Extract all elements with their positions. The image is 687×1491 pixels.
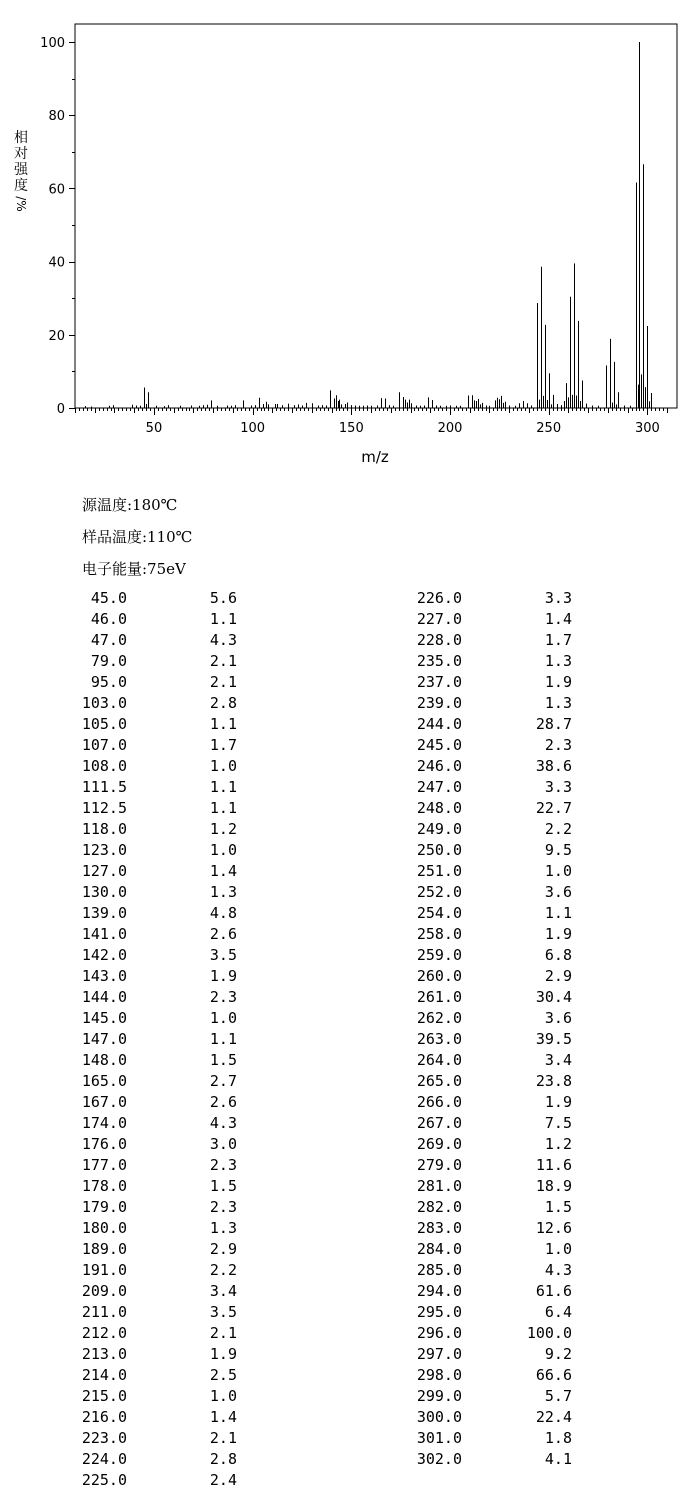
peak-mz: 294.0 (416, 1282, 462, 1300)
peak-mz: 47.0 (90, 631, 127, 649)
peak-mz: 174.0 (81, 1114, 127, 1132)
peak-abundance: 2.9 (544, 967, 572, 985)
peak-abundance: 3.6 (544, 883, 572, 901)
peak-mz: 264.0 (416, 1051, 462, 1069)
peak-abundance: 2.9 (209, 1240, 237, 1258)
peak-abundance: 3.3 (544, 589, 572, 607)
peak-mz: 79.0 (90, 652, 127, 670)
peak-abundance: 1.9 (209, 1345, 237, 1363)
peak-mz: 297.0 (416, 1345, 462, 1363)
peak-abundance: 2.1 (209, 1324, 237, 1342)
y-tick-label: 100 (40, 36, 65, 51)
peak-mz: 235.0 (416, 652, 462, 670)
peak-mz: 246.0 (416, 757, 462, 775)
electron-energy: 电子能量:75eV (82, 560, 186, 578)
peak-mz: 267.0 (416, 1114, 462, 1132)
peak-abundance: 4.3 (544, 1261, 572, 1279)
peak-abundance: 100.0 (526, 1324, 572, 1342)
peak-mz: 301.0 (416, 1429, 462, 1447)
x-axis (76, 408, 668, 436)
peak-mz: 302.0 (416, 1450, 462, 1468)
peak-abundance: 2.3 (544, 736, 572, 754)
peak-mz: 227.0 (416, 610, 462, 628)
peak-mz: 299.0 (416, 1387, 462, 1405)
peak-mz: 46.0 (90, 610, 127, 628)
peak-abundance: 1.2 (544, 1135, 572, 1153)
peak-abundance: 1.2 (209, 820, 237, 838)
peak-mz: 282.0 (416, 1198, 462, 1216)
y-axis-label-char: 度 (14, 178, 28, 194)
peak-abundance: 2.2 (209, 1261, 237, 1279)
peak-abundance: 3.5 (209, 946, 237, 964)
peak-mz: 127.0 (81, 862, 127, 880)
peak-abundance: 12.6 (535, 1219, 572, 1237)
peak-abundance: 2.7 (209, 1072, 237, 1090)
y-tick-label: 0 (56, 402, 65, 417)
peak-mz: 298.0 (416, 1366, 462, 1384)
peak-abundance: 2.1 (209, 673, 237, 691)
peak-abundance: 28.7 (535, 715, 572, 733)
peak-abundance: 30.4 (535, 988, 572, 1006)
y-tick-label: 40 (48, 255, 65, 271)
peak-abundance: 1.4 (209, 1408, 237, 1426)
y-axis-label-char: 强 (14, 162, 28, 178)
x-tick-label: 50 (145, 421, 163, 436)
peak-abundance: 1.1 (209, 610, 237, 628)
peak-mz: 300.0 (416, 1408, 462, 1426)
peak-mz: 141.0 (81, 925, 127, 943)
peak-abundance: 38.6 (535, 757, 572, 775)
x-tick-label: 250 (536, 421, 562, 436)
peak-abundance: 2.4 (209, 1471, 237, 1489)
peak-abundance: 2.5 (209, 1366, 237, 1384)
peak-abundance: 1.0 (544, 1240, 572, 1258)
peak-mz: 245.0 (416, 736, 462, 754)
peak-abundance: 5.7 (544, 1387, 572, 1405)
peak-abundance: 1.9 (209, 967, 237, 985)
peak-mz: 263.0 (416, 1030, 462, 1048)
y-axis-label-unit: /% (14, 196, 28, 212)
peak-abundance: 7.5 (544, 1114, 572, 1132)
peak-abundance: 1.7 (544, 631, 572, 649)
peak-mz: 179.0 (81, 1198, 127, 1216)
peak-abundance: 9.2 (544, 1345, 572, 1363)
peak-abundance: 1.3 (544, 694, 572, 712)
x-tick-label: 300 (634, 421, 660, 436)
peak-mz: 284.0 (416, 1240, 462, 1258)
peak-mz: 214.0 (81, 1366, 127, 1384)
peak-mz: 261.0 (416, 988, 462, 1006)
peak-abundance: 4.1 (544, 1450, 572, 1468)
x-tick-label: 100 (240, 421, 266, 436)
peak-abundance: 2.3 (209, 1156, 237, 1174)
peak-mz: 269.0 (416, 1135, 462, 1153)
peak-abundance: 1.0 (544, 862, 572, 880)
peak-mz: 177.0 (81, 1156, 127, 1174)
peak-abundance: 2.2 (544, 820, 572, 838)
peak-mz: 226.0 (416, 589, 462, 607)
peak-abundance: 2.3 (209, 1198, 237, 1216)
y-axis (40, 36, 75, 417)
peak-mz: 281.0 (416, 1177, 462, 1195)
peak-mz: 143.0 (81, 967, 127, 985)
peak-mz: 244.0 (416, 715, 462, 733)
peak-abundance: 66.6 (535, 1366, 572, 1384)
peak-abundance: 2.8 (209, 694, 237, 712)
peak-abundance: 3.4 (209, 1282, 237, 1300)
peak-mz: 103.0 (81, 694, 127, 712)
peak-mz: 285.0 (416, 1261, 462, 1279)
peak-abundance: 3.0 (209, 1135, 237, 1153)
peak-mz: 105.0 (81, 715, 127, 733)
peak-abundance: 22.4 (535, 1408, 572, 1426)
peak-mz: 95.0 (90, 673, 127, 691)
x-tick-label: 200 (437, 421, 463, 436)
peak-abundance: 11.6 (535, 1156, 572, 1174)
peak-abundance: 1.4 (209, 862, 237, 880)
peak-abundance: 18.9 (535, 1177, 572, 1195)
peak-mz: 144.0 (81, 988, 127, 1006)
peak-mz: 139.0 (81, 904, 127, 922)
peak-abundance: 3.6 (544, 1009, 572, 1027)
peak-abundance: 5.6 (209, 589, 237, 607)
peak-abundance: 4.3 (209, 631, 237, 649)
peak-mz: 260.0 (416, 967, 462, 985)
peak-abundance: 2.6 (209, 925, 237, 943)
peak-mz: 296.0 (416, 1324, 462, 1342)
peak-mz: 265.0 (416, 1072, 462, 1090)
peak-abundance: 1.9 (544, 925, 572, 943)
peak-abundance: 1.1 (209, 715, 237, 733)
peak-abundance: 61.6 (535, 1282, 572, 1300)
peak-abundance: 3.4 (544, 1051, 572, 1069)
peak-mz: 213.0 (81, 1345, 127, 1363)
peak-abundance: 22.7 (535, 799, 572, 817)
peak-mz: 259.0 (416, 946, 462, 964)
y-axis-label-char: 对 (14, 146, 28, 162)
x-axis-label: m/z (361, 448, 389, 466)
peak-mz: 178.0 (81, 1177, 127, 1195)
peak-abundance: 3.5 (209, 1303, 237, 1321)
peak-abundance: 1.8 (544, 1429, 572, 1447)
plot-frame (75, 24, 677, 408)
peak-mz: 249.0 (416, 820, 462, 838)
peak-abundance: 1.3 (209, 1219, 237, 1237)
peak-abundance: 1.0 (209, 1387, 237, 1405)
peak-abundance: 2.1 (209, 1429, 237, 1447)
peak-mz: 189.0 (81, 1240, 127, 1258)
peak-abundance: 1.0 (209, 1009, 237, 1027)
peak-mz: 266.0 (416, 1093, 462, 1111)
y-tick-label: 20 (48, 328, 65, 344)
peak-mz: 148.0 (81, 1051, 127, 1069)
peak-mz: 223.0 (81, 1429, 127, 1447)
peak-abundance: 3.3 (544, 778, 572, 796)
peak-abundance: 1.1 (209, 1030, 237, 1048)
peak-mz: 262.0 (416, 1009, 462, 1027)
peak-abundance: 2.3 (209, 988, 237, 1006)
peak-abundance: 1.5 (209, 1051, 237, 1069)
peak-abundance: 2.6 (209, 1093, 237, 1111)
peak-mz: 167.0 (81, 1093, 127, 1111)
peak-abundance: 1.4 (544, 610, 572, 628)
peak-abundance: 1.9 (544, 673, 572, 691)
peak-abundance: 1.5 (544, 1198, 572, 1216)
peak-abundance: 1.3 (209, 883, 237, 901)
peak-mz: 108.0 (81, 757, 127, 775)
peak-abundance: 4.8 (209, 904, 237, 922)
peak-abundance: 1.1 (209, 778, 237, 796)
peak-abundance: 1.9 (544, 1093, 572, 1111)
peak-mz: 145.0 (81, 1009, 127, 1027)
peak-mz: 237.0 (416, 673, 462, 691)
peak-mz: 112.5 (81, 799, 127, 817)
peak-mz: 295.0 (416, 1303, 462, 1321)
source-temperature: 源温度:180℃ (82, 496, 178, 514)
peak-mz: 258.0 (416, 925, 462, 943)
peak-abundance: 39.5 (535, 1030, 572, 1048)
peak-mz: 239.0 (416, 694, 462, 712)
peak-abundance: 1.3 (544, 652, 572, 670)
spectrum-peaks (86, 42, 652, 408)
peak-mz: 191.0 (81, 1261, 127, 1279)
peak-abundance: 1.0 (209, 757, 237, 775)
peak-mz: 228.0 (416, 631, 462, 649)
peak-mz: 250.0 (416, 841, 462, 859)
mass-spectrum-chart (0, 0, 687, 470)
peak-mz: 224.0 (81, 1450, 127, 1468)
peak-mz: 247.0 (416, 778, 462, 796)
peak-mz: 209.0 (81, 1282, 127, 1300)
peak-abundance: 9.5 (544, 841, 572, 859)
peak-mz: 142.0 (81, 946, 127, 964)
peak-mz: 107.0 (81, 736, 127, 754)
x-tick-label: 150 (338, 421, 364, 436)
peak-mz: 216.0 (81, 1408, 127, 1426)
y-axis-label-char: 相 (14, 130, 28, 146)
peak-mz: 176.0 (81, 1135, 127, 1153)
y-tick-label: 60 (48, 182, 65, 198)
peak-mz: 111.5 (81, 778, 127, 796)
peak-mz: 251.0 (416, 862, 462, 880)
peak-mz: 254.0 (416, 904, 462, 922)
peak-abundance: 1.1 (209, 799, 237, 817)
peak-abundance: 1.0 (209, 841, 237, 859)
y-tick-label: 80 (48, 109, 65, 125)
peak-mz: 211.0 (81, 1303, 127, 1321)
peak-mz: 123.0 (81, 841, 127, 859)
peak-mz: 165.0 (81, 1072, 127, 1090)
peak-abundance: 6.8 (544, 946, 572, 964)
peak-mz: 180.0 (81, 1219, 127, 1237)
y-axis-label (12, 130, 30, 212)
peak-abundance: 4.3 (209, 1114, 237, 1132)
peak-mz: 212.0 (81, 1324, 127, 1342)
peak-mz: 283.0 (416, 1219, 462, 1237)
peak-mz: 248.0 (416, 799, 462, 817)
plot-border (75, 24, 677, 408)
peak-abundance: 6.4 (544, 1303, 572, 1321)
peak-abundance: 1.5 (209, 1177, 237, 1195)
peak-mz: 130.0 (81, 883, 127, 901)
peak-mz: 118.0 (81, 820, 127, 838)
peak-mz: 45.0 (90, 589, 127, 607)
peak-mz: 225.0 (81, 1471, 127, 1489)
peak-mz: 252.0 (416, 883, 462, 901)
peak-abundance: 2.1 (209, 652, 237, 670)
peak-mz: 215.0 (81, 1387, 127, 1405)
peak-abundance: 1.7 (209, 736, 237, 754)
peak-mz: 279.0 (416, 1156, 462, 1174)
peak-abundance: 2.8 (209, 1450, 237, 1468)
peak-mz: 147.0 (81, 1030, 127, 1048)
sample-temperature: 样品温度:110℃ (82, 528, 193, 546)
peak-abundance: 1.1 (544, 904, 572, 922)
peak-abundance: 23.8 (535, 1072, 572, 1090)
